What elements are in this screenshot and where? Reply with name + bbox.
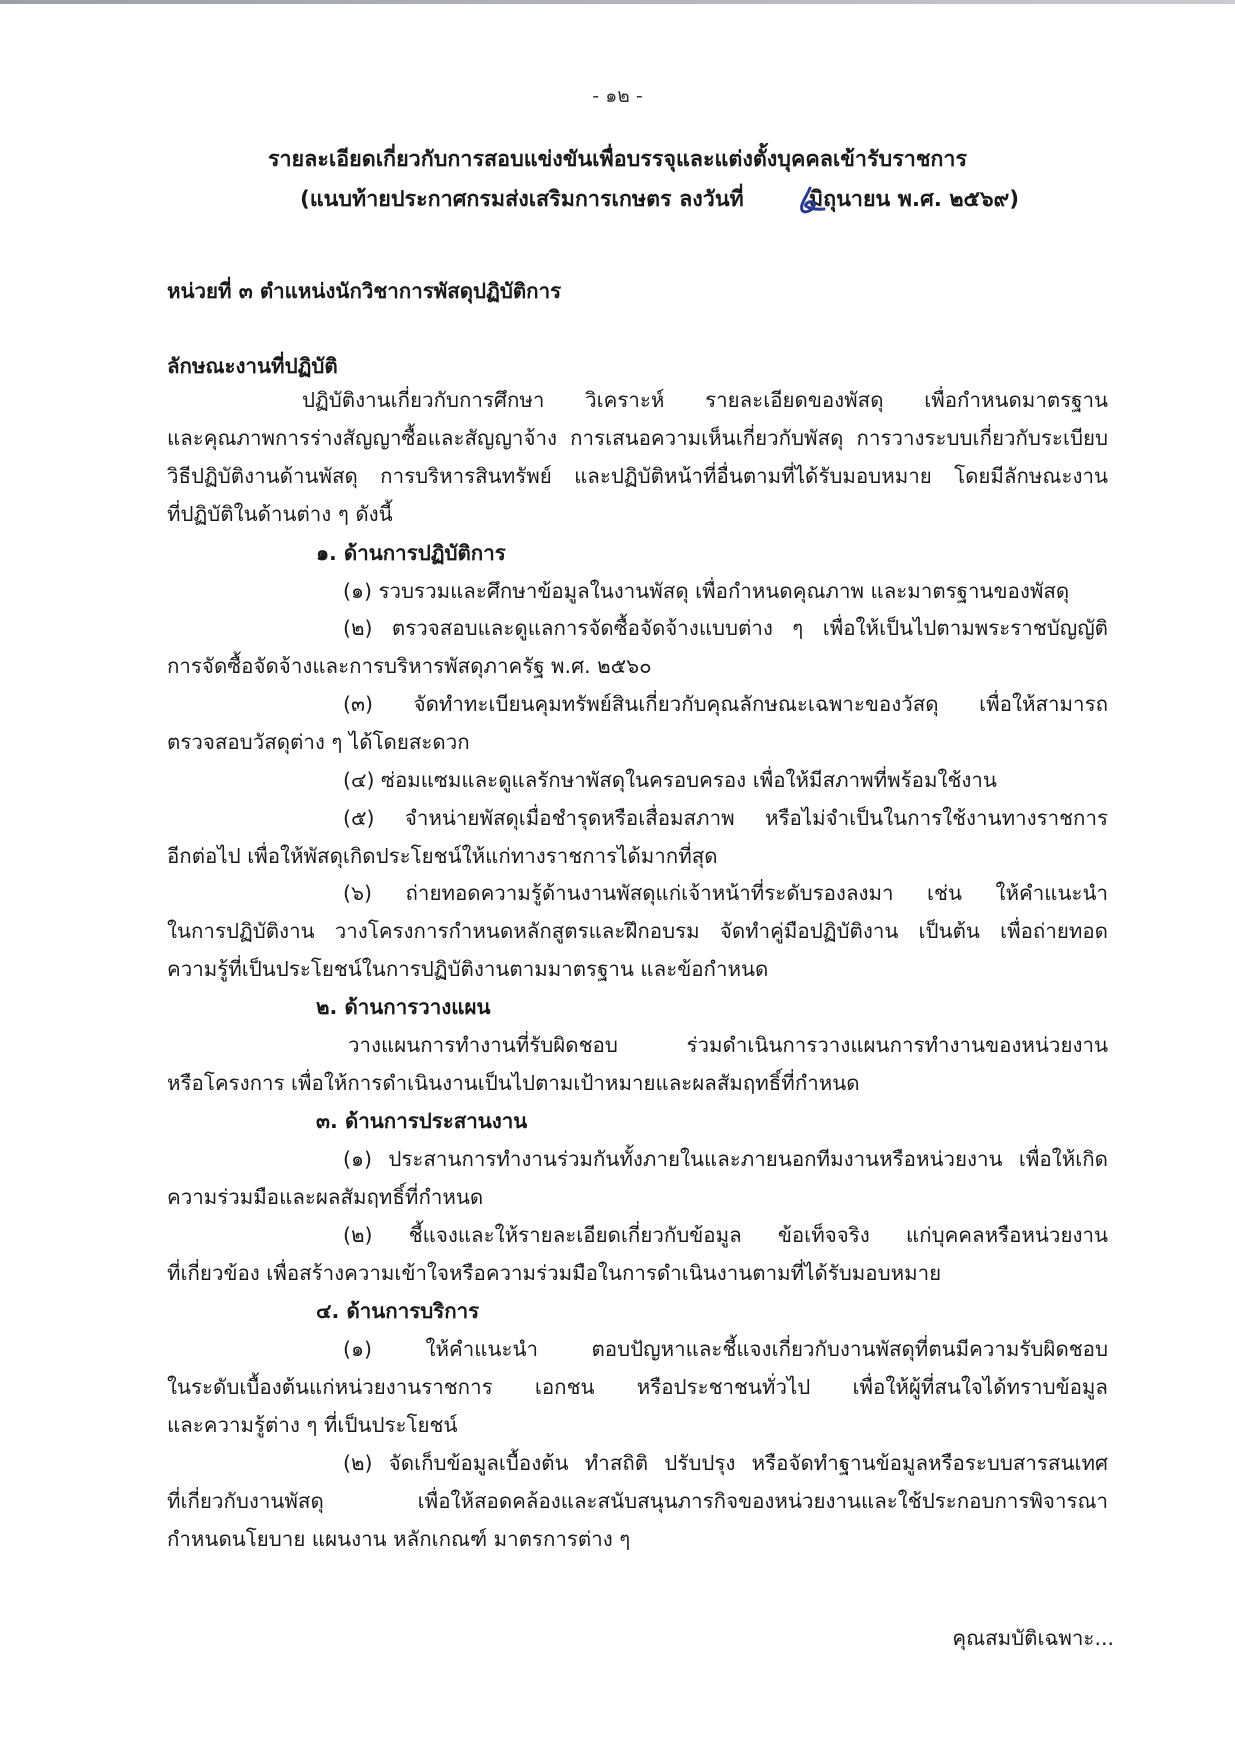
section-2-heading: ๒. ด้านการวางแผน bbox=[316, 995, 491, 1019]
s1-item-2-b: การจัดซื้อจัดจ้างและการบริหารพัสดุภาครัฐ พ.ศ. ๒๕๖๐ bbox=[167, 654, 652, 678]
s1-item-6-a: (๖) ถ่ายทอดความรู้ด้านงานพัสดุแก่เจ้าหน้าที่ระดับรองลงมา เช่น ให้คำแนะนำ bbox=[343, 881, 1108, 905]
s4-item-2-a: (๒) จัดเก็บข้อมูลเบื้องต้น ทำสถิติ ปรับปรุง หรือจัดทำฐานข้อมูลหรือระบบสารสนเทศ bbox=[343, 1451, 1108, 1475]
s4-item-1-c: และความรู้ต่าง ๆ ที่เป็นประโยชน์ bbox=[167, 1413, 458, 1437]
s2-paragraph-b: หรือโครงการ เพื่อให้การดำเนินงานเป็นไปตามเป้าหมายและผลสัมฤทธิ์ที่กำหนด bbox=[167, 1071, 860, 1095]
intro-line-4: ที่ปฏิบัติในด้านต่าง ๆ ดังนี้ bbox=[167, 502, 393, 526]
s4-item-1-b: ในระดับเบื้องต้นแก่หน่วยงานราชการ เอกชน หรือประชาชนทั่วไป เพื่อให้ผู้ที่สนใจได้ทราบข้อมูล bbox=[167, 1375, 1108, 1399]
s3-item-2-b: ที่เกี่ยวข้อง เพื่อสร้างความเข้าใจหรือความร่วมมือในการดำเนินงานตามที่ได้รับมอบหมาย bbox=[167, 1261, 942, 1285]
intro-line-1: ปฏิบัติงานเกี่ยวกับการศึกษา วิเคราะห์ รายละเอียดของพัสดุ เพื่อกำหนดมาตรฐาน bbox=[302, 388, 1108, 412]
s3-item-1-b: ความร่วมมือและผลสัมฤทธิ์ที่กำหนด bbox=[167, 1185, 484, 1209]
s1-item-5-b: อีกต่อไป เพื่อให้พัสดุเกิดประโยชน์ให้แก่ทางราชการได้มากที่สุด bbox=[167, 844, 718, 868]
s2-paragraph-a: วางแผนการทำงานที่รับผิดชอบ ร่วมดำเนินการวางแผนการทำงานของหน่วยงาน bbox=[348, 1033, 1108, 1057]
s4-item-1-a: (๑) ให้คำแนะนำ ตอบปัญหาและชี้แจงเกี่ยวกับงานพัสดุที่ตนมีความรับผิดชอบ bbox=[343, 1337, 1108, 1361]
s1-item-6-c: ความรู้ที่เป็นประโยชน์ในการปฏิบัติงานตามมาตรฐาน และข้อกำหนด bbox=[167, 957, 769, 981]
subtitle-part-a: (แนบท้ายประกาศกรมส่งเสริมการเกษตร ลงวันที่ bbox=[300, 187, 744, 212]
section-4-heading: ๔. ด้านการบริการ bbox=[316, 1299, 480, 1323]
handwritten-day-mark bbox=[790, 184, 828, 216]
s4-item-2-c: กำหนดนโยบาย แผนงาน หลักเกณฑ์ มาตรการต่าง ๆ bbox=[167, 1527, 631, 1551]
intro-line-2: และคุณภาพการร่างสัญญาซื้อและสัญญาจ้าง การเสนอความเห็นเกี่ยวกับพัสดุ การวางระบบเกี่ยวกับระเบียบ bbox=[167, 426, 1108, 450]
s1-item-3-a: (๓) จัดทำทะเบียนคุมทรัพย์สินเกี่ยวกับคุณลักษณะเฉพาะของวัสดุ เพื่อให้สามารถ bbox=[343, 692, 1108, 716]
s1-item-6-b: ในการปฏิบัติงาน วางโครงการกำหนดหลักสูตรและฝึกอบรม จัดทำคู่มือปฏิบัติงาน เป็นต้น เพื่อถ่ายทอด bbox=[167, 919, 1108, 943]
s1-item-3-b: ตรวจสอบวัสดุต่าง ๆ ได้โดยสะดวก bbox=[167, 730, 470, 754]
s3-item-2-a: (๒) ชี้แจงและให้รายละเอียดเกี่ยวกับข้อมูล ข้อเท็จจริง แก่บุคคลหรือหน่วยงาน bbox=[343, 1223, 1108, 1247]
document-title: รายละเอียดเกี่ยวกับการสอบแข่งขันเพื่อบรรจุและแต่งตั้งบุคคลเข้ารับราชการ bbox=[267, 147, 968, 172]
work-heading: ลักษณะงานที่ปฏิบัติ bbox=[167, 354, 338, 378]
subtitle-part-b: มิถุนายน พ.ศ. ๒๕๖๙) bbox=[809, 187, 1020, 212]
s1-item-5-a: (๕) จำหน่ายพัสดุเมื่อชำรุดหรือเสื่อมสภาพ หรือไม่จำเป็นในการใช้งานทางราชการ bbox=[343, 806, 1108, 830]
s3-item-1-a: (๑) ประสานการทำงานร่วมกันทั้งภายในและภายนอกทีมงานหรือหน่วยงาน เพื่อให้เกิด bbox=[343, 1147, 1108, 1171]
s1-item-2-a: (๒) ตรวจสอบและดูแลการจัดซื้อจัดจ้างแบบต่าง ๆ เพื่อให้เป็นไปตามพระราชบัญญัติ bbox=[343, 616, 1108, 640]
s1-item-4: (๔) ซ่อมแซมและดูแลรักษาพัสดุในครอบครอง เพื่อให้มีสภาพที่พร้อมใช้งาน bbox=[343, 768, 997, 792]
s1-item-1: (๑) รวบรวมและศึกษาข้อมูลในงานพัสดุ เพื่อกำหนดคุณภาพ และมาตรฐานของพัสดุ bbox=[343, 579, 1070, 603]
intro-line-3: วิธีปฏิบัติงานด้านพัสดุ การบริหารสินทรัพย์ และปฏิบัติหน้าที่อื่นตามที่ได้รับมอบหมาย โดยมีลักษณะงาน bbox=[167, 464, 1108, 488]
continuation-footer: คุณสมบัติเฉพาะ... bbox=[952, 1626, 1114, 1650]
s4-item-2-b: ที่เกี่ยวกับงานพัสดุ เพื่อให้สอดคล้องและสนับสนุนภารกิจของหน่วยงานและใช้ประกอบการพิจารณา bbox=[167, 1489, 1108, 1513]
section-1-heading: ๑. ด้านการปฏิบัติการ bbox=[316, 541, 506, 565]
page-number: - ๑๒ - bbox=[592, 85, 643, 107]
unit-heading: หน่วยที่ ๓ ตำแหน่งนักวิชาการพัสดุปฏิบัติการ bbox=[167, 279, 562, 303]
section-3-heading: ๓. ด้านการประสานงาน bbox=[316, 1109, 528, 1133]
